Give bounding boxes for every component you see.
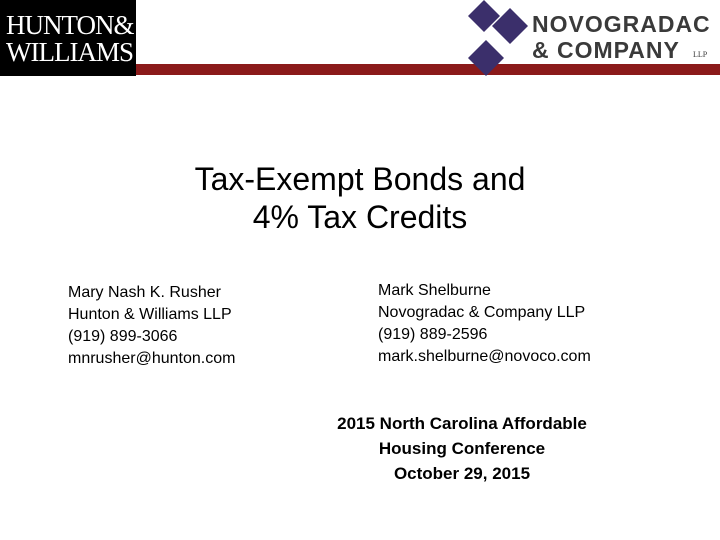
presenter-rusher	[68, 282, 235, 370]
presenter-shelburne	[378, 280, 591, 368]
presenter-company: Novogradac & Company LLP	[378, 304, 586, 321]
slide-title	[100, 160, 620, 236]
novogradac-diamond-logo	[462, 0, 528, 76]
novogradac-logo-line2: & COMPANY	[532, 37, 680, 63]
hunton-williams-logo-line2: WILLIAMS	[6, 37, 133, 67]
presenter-name: Mary Nash K. Rusher	[68, 284, 221, 301]
presenter-phone: (919) 889-2596	[378, 326, 488, 343]
presenter-email: mnrusher@hunton.com	[68, 350, 236, 367]
novogradac-logo-line1: NOVOGRADAC	[532, 11, 711, 37]
conference-line2: Housing Conference	[378, 439, 546, 458]
conference-line1: 2015 North Carolina Affordable	[337, 414, 587, 433]
presenter-company: Hunton & Williams LLP	[68, 306, 232, 323]
slide-title-line2: 4% Tax Credits	[252, 199, 468, 235]
presenter-phone: (919) 899-3066	[68, 328, 178, 345]
header-rule	[136, 64, 720, 75]
conference-info	[300, 411, 624, 486]
conference-date: October 29, 2015	[393, 464, 531, 483]
slide-title-line1: Tax-Exempt Bonds and	[194, 161, 526, 197]
presenter-name: Mark Shelburne	[378, 282, 491, 299]
hunton-williams-logo-line1: HUNTON&	[6, 10, 134, 40]
presenter-email: mark.shelburne@novoco.com	[378, 348, 591, 365]
novogradac-logo-suffix: LLP	[693, 50, 708, 59]
hunton-williams-logo	[0, 0, 136, 76]
